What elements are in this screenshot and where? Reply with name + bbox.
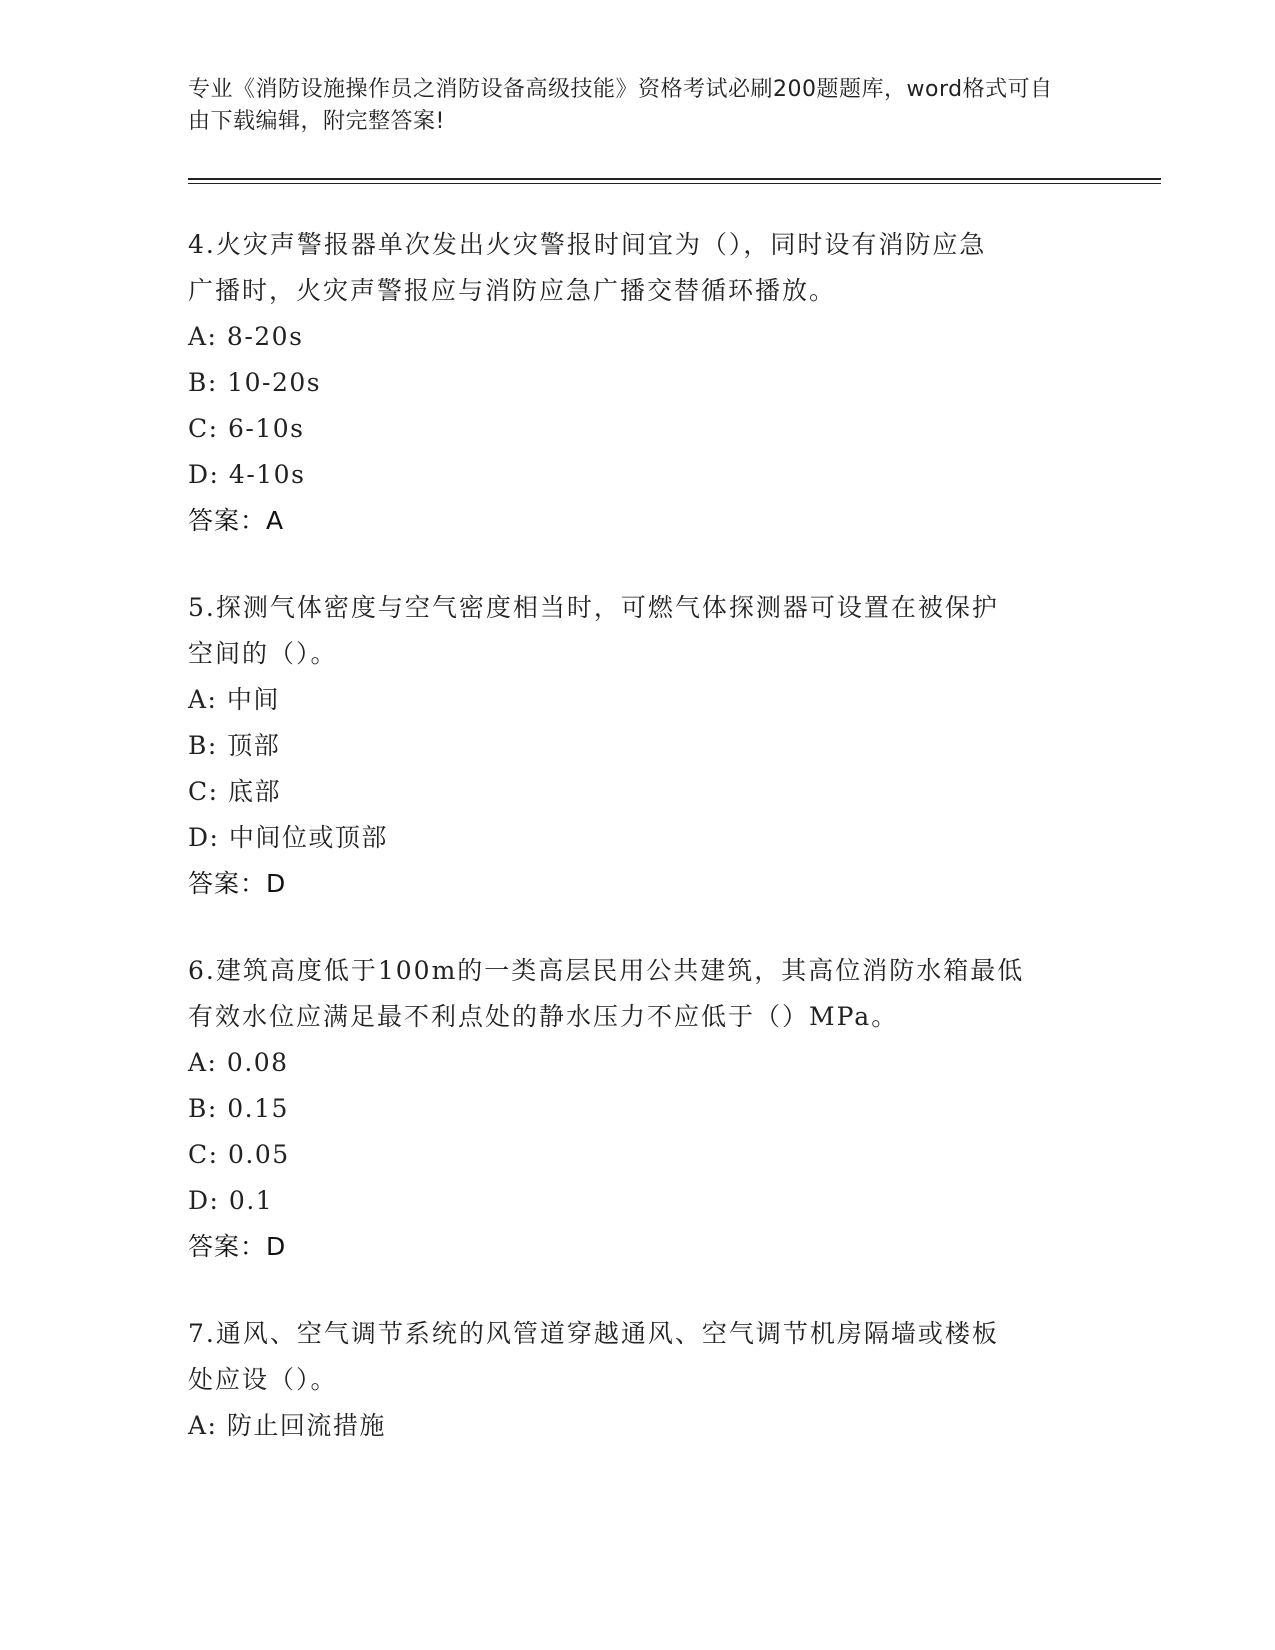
option-d: D: 中间位或顶部: [188, 823, 388, 852]
option-d: D: 0.1: [188, 1186, 274, 1215]
option-b: B: 0.15: [188, 1094, 289, 1123]
question-7: [188, 1311, 1088, 1449]
header-divider-thick: [188, 178, 1161, 180]
question-stem-line: 空间的（）。: [188, 639, 338, 668]
answer-line: 答案：D: [188, 869, 287, 898]
answer-line: 答案：A: [188, 506, 285, 535]
question-stem-line: 4.火灾声警报器单次发出火灾警报时间宜为（），同时设有消防应急: [188, 230, 987, 259]
question-stem-line: 有效水位应满足最不利点处的静水压力不应低于（）MPa。: [188, 1002, 899, 1031]
option-b: B: 顶部: [188, 731, 281, 760]
question-stem-line: 处应设（）。: [188, 1365, 338, 1394]
question-stem-line: 5.探测气体密度与空气密度相当时，可燃气体探测器可设置在被保护: [188, 593, 999, 622]
question-stem-line: 7.通风、空气调节系统的风管道穿越通风、空气调节机房隔墙或楼板: [188, 1319, 999, 1348]
option-c: C: 0.05: [188, 1140, 290, 1169]
question-4: [188, 222, 1088, 544]
option-c: C: 底部: [188, 777, 281, 806]
option-d: D: 4-10s: [188, 460, 306, 489]
question-stem-line: 6.建筑高度低于100m的一类高层民用公共建筑，其高位消防水箱最低: [188, 956, 1025, 985]
question-6: [188, 948, 1088, 1270]
option-a: A: 防止回流措施: [188, 1411, 386, 1440]
answer-line: 答案：D: [188, 1232, 287, 1261]
option-c: C: 6-10s: [188, 414, 305, 443]
question-5: [188, 585, 1088, 907]
option-b: B: 10-20s: [188, 368, 322, 397]
option-a: A: 中间: [188, 685, 280, 714]
option-a: A: 8-20s: [188, 322, 304, 351]
question-stem-line: 广播时，火灾声警报应与消防应急广播交替循环播放。: [188, 276, 837, 305]
header-divider-thin: [188, 183, 1161, 184]
option-a: A: 0.08: [188, 1048, 289, 1077]
document-header-title: 专业《消防设施操作员之消防设备高级技能》资格考试必刷200题题库，word格式可自由下载编辑，附完整答案!: [188, 77, 1053, 134]
